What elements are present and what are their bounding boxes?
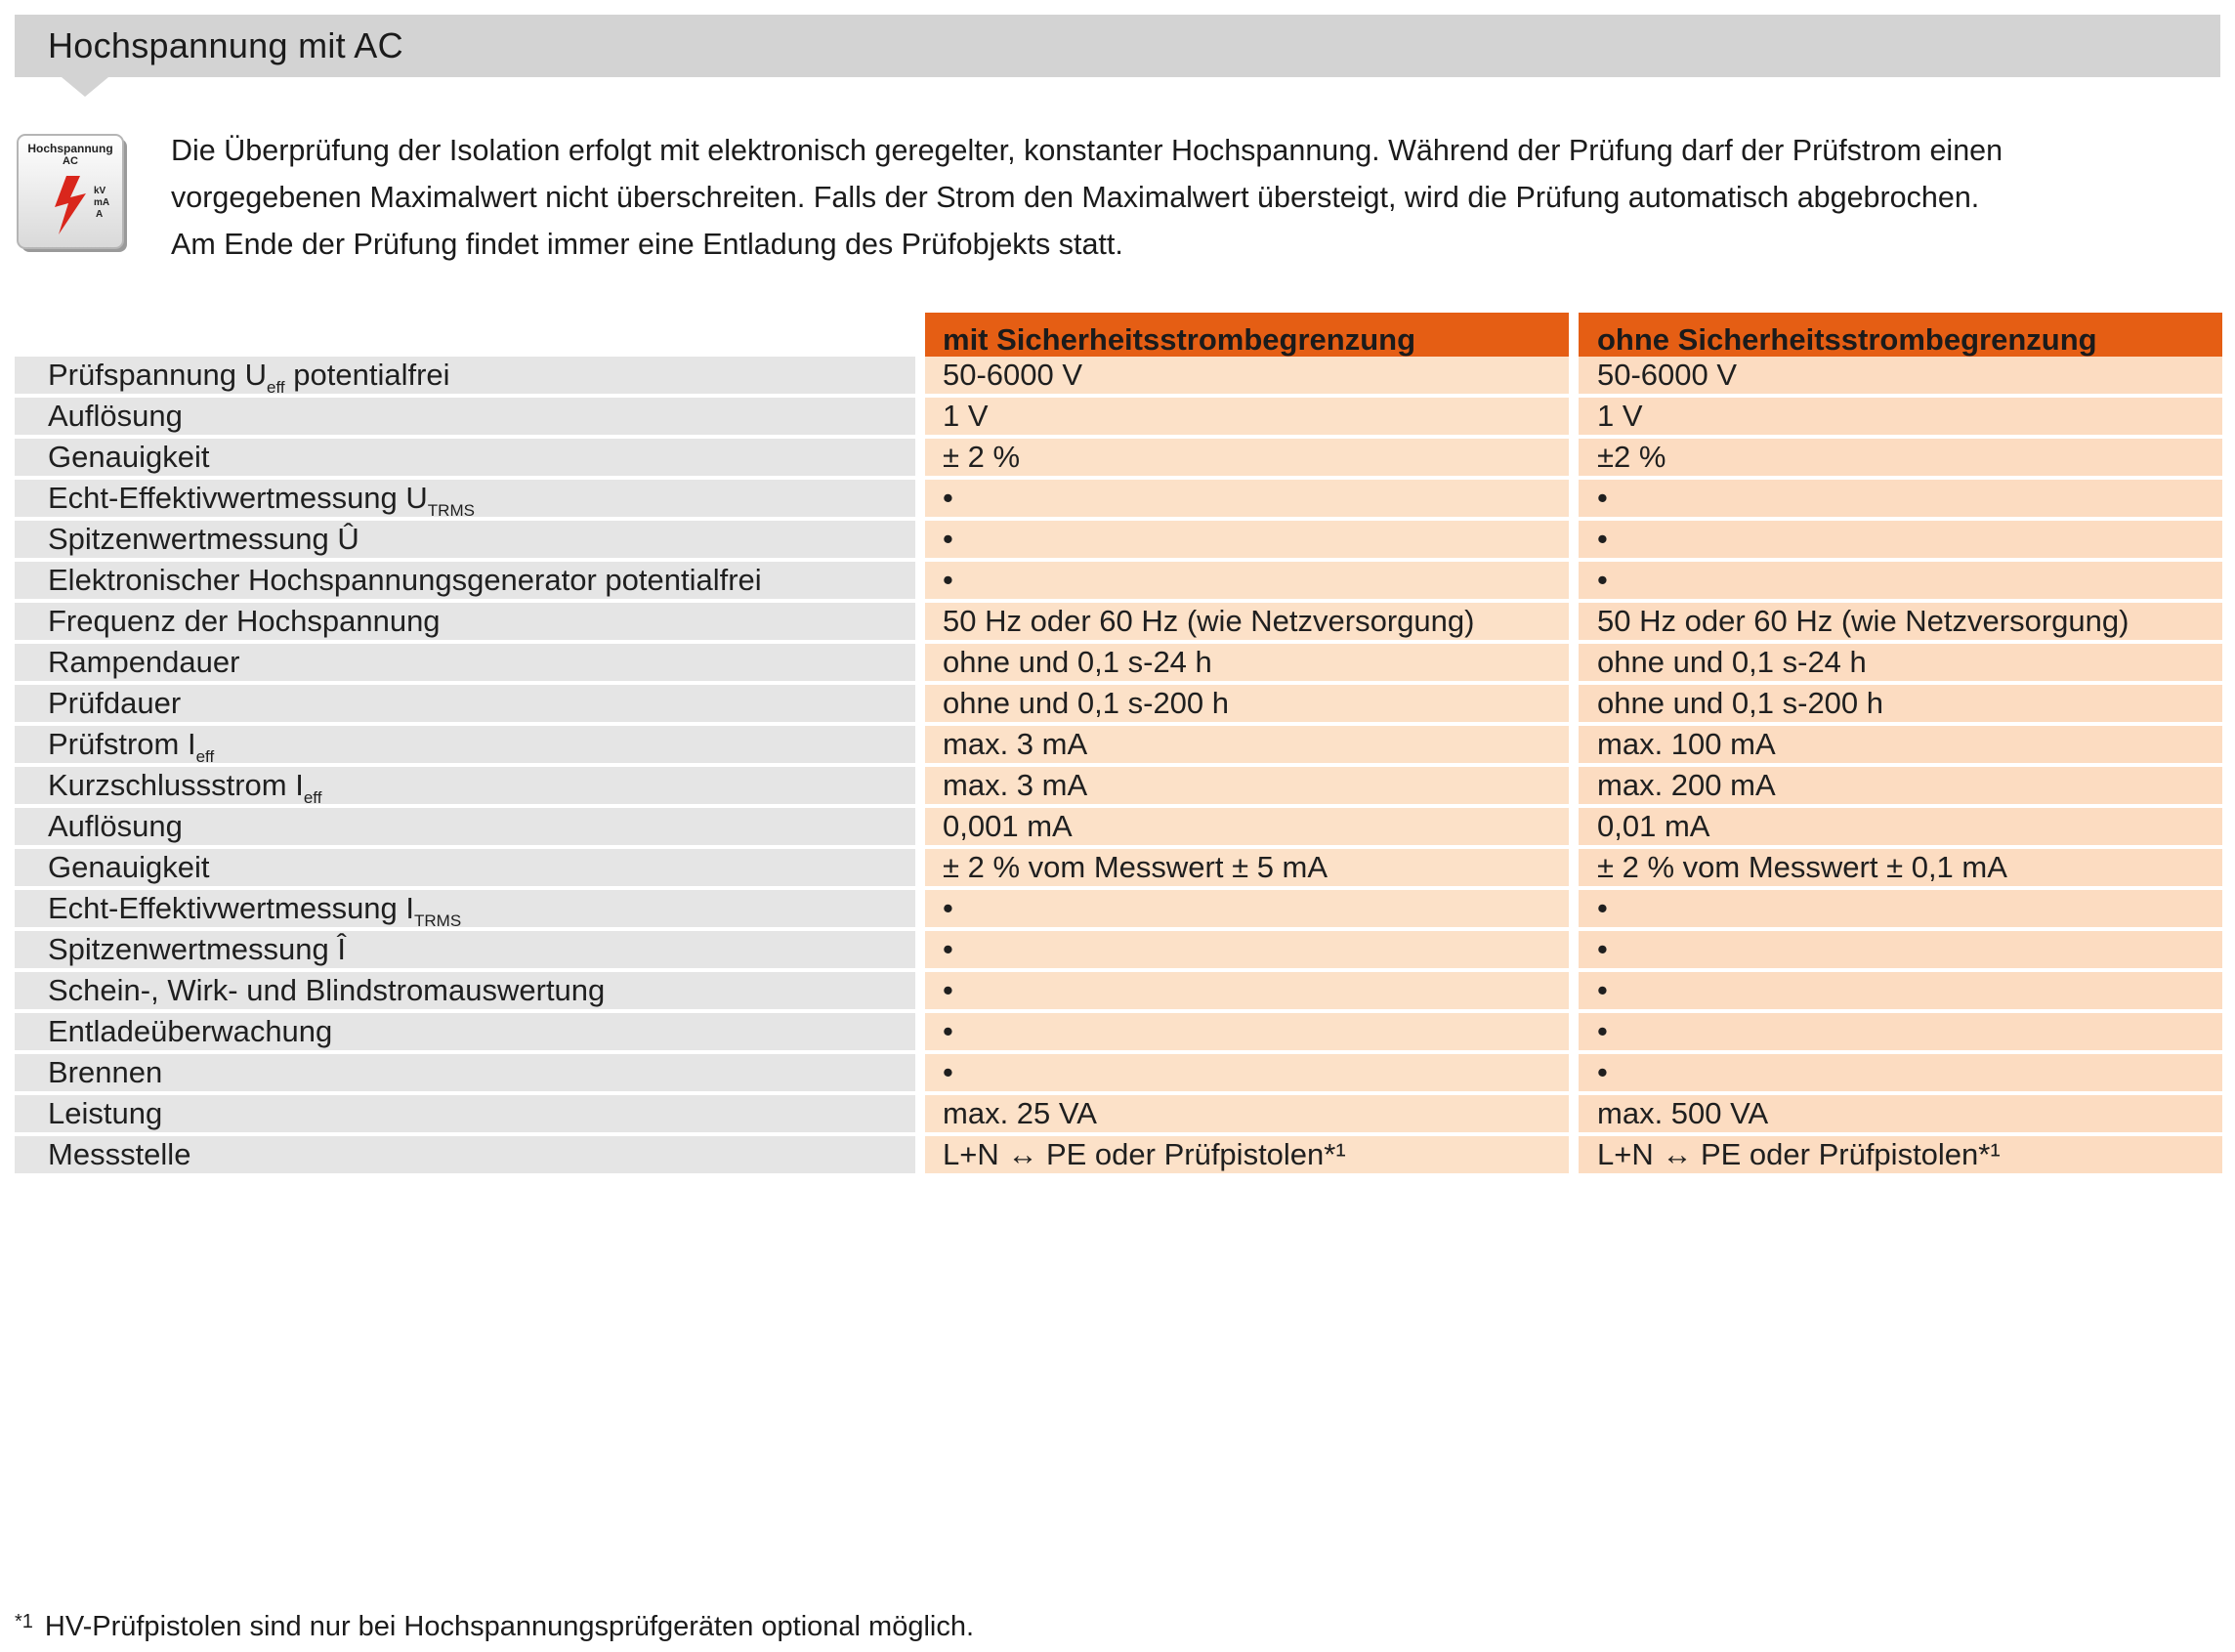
intro-line: Die Überprüfung der Isolation erfolgt mit elektronisch geregelter, konstanter Hochspannung. Während der Prüfung darf der Prüfstrom einen [171, 134, 2003, 167]
value-with-limit: • [925, 972, 1569, 1009]
value-without-limit: ±2 % [1579, 439, 2222, 476]
value-without-limit: L+N ↔ PE oder Prüfpistolen*¹ [1579, 1136, 2222, 1173]
svg-text:kV: kV [94, 186, 106, 196]
table-row [15, 808, 2222, 845]
value-with-limit: • [925, 480, 1569, 517]
table-row [15, 562, 2222, 599]
value-with-limit: 50-6000 V [925, 357, 1569, 394]
svg-text:Hochspannung: Hochspannung [27, 142, 113, 155]
value-without-limit: • [1579, 562, 2222, 599]
value-with-limit: 0,001 mA [925, 808, 1569, 845]
row-label: Prüfstrom $I_{eff}$ [15, 726, 915, 763]
table-row [15, 849, 2222, 886]
value-with-limit: max. 3 mA [925, 726, 1569, 763]
table-row [15, 931, 2222, 968]
value-without-limit: ohne und 0,1 s-200 h [1579, 685, 2222, 722]
footnote-text: HV-Prüfpistolen sind nur bei Hochspannungsprüfgeräten optional möglich. [44, 1611, 975, 1642]
row-label: Echt-Effektivwertmessung $U_{TRMS}$ [15, 480, 915, 517]
value-without-limit: ohne und 0,1 s-24 h [1579, 644, 2222, 681]
footnote [15, 1602, 974, 1646]
value-with-limit: ± 2 % [925, 439, 1569, 476]
table-row [15, 603, 2222, 640]
value-without-limit: • [1579, 890, 2222, 927]
value-without-limit: 1 V [1579, 398, 2222, 435]
row-label: Messstelle [15, 1136, 915, 1173]
value-without-limit: • [1579, 480, 2222, 517]
row-label: Echt-Effektivwertmessung $I_{TRMS}$ [15, 890, 915, 927]
row-label: Auflösung [15, 808, 915, 845]
row-label: Auflösung [15, 398, 915, 435]
value-with-limit: 50 Hz oder 60 Hz (wie Netzversorgung) [925, 603, 1569, 640]
row-label: Spitzenwertmessung Î [15, 931, 915, 968]
value-without-limit: 50-6000 V [1579, 357, 2222, 394]
value-without-limit: • [1579, 521, 2222, 558]
table-row [15, 1095, 2222, 1132]
row-label: Elektronischer Hochspannungsgenerator potentialfrei [15, 562, 915, 599]
value-with-limit: • [925, 931, 1569, 968]
intro-line: vorgegebenen Maximalwert nicht überschreiten. Falls der Strom den Maximalwert übersteigt, wird die Prüfung automatisch abgebrochen. [171, 181, 1980, 214]
header-pointer [62, 77, 108, 97]
value-with-limit: L+N ↔ PE oder Prüfpistolen*¹ [925, 1136, 1569, 1173]
row-label: Genauigkeit [15, 849, 915, 886]
table-row [15, 521, 2222, 558]
value-without-limit: • [1579, 1054, 2222, 1091]
value-with-limit: • [925, 562, 1569, 599]
table-row [15, 890, 2222, 930]
row-label: Genauigkeit [15, 439, 915, 476]
value-with-limit: 1 V [925, 398, 1569, 435]
value-without-limit: 50 Hz oder 60 Hz (wie Netzversorgung) [1579, 603, 2222, 640]
value-without-limit: • [1579, 931, 2222, 968]
value-without-limit: ± 2 % vom Messwert ± 0,1 mA [1579, 849, 2222, 886]
section-title: Hochspannung mit AC [48, 25, 403, 65]
value-without-limit: • [1579, 972, 2222, 1009]
table-row [15, 439, 2222, 476]
row-label: Kurzschlussstrom $I_{eff}$ [15, 767, 915, 804]
row-label: Entladeüberwachung [15, 1013, 915, 1050]
table-row [15, 357, 2222, 397]
row-label: Prüfdauer [15, 685, 915, 722]
section-header [15, 15, 2220, 77]
value-with-limit: ± 2 % vom Messwert ± 5 mA [925, 849, 1569, 886]
intro-line: Am Ende der Prüfung findet immer eine Entladung des Prüfobjekts statt. [171, 228, 1123, 261]
table-row [15, 972, 2222, 1009]
value-without-limit: max. 500 VA [1579, 1095, 2222, 1132]
table-row [15, 480, 2222, 520]
svg-text:A: A [96, 209, 104, 220]
value-with-limit: ohne und 0,1 s-200 h [925, 685, 1569, 722]
row-label: Brennen [15, 1054, 915, 1091]
intro-paragraph [171, 127, 2203, 268]
table-row [15, 1013, 2222, 1050]
footnote-mark: *1 [15, 1611, 33, 1632]
value-with-limit: • [925, 521, 1569, 558]
row-label: Schein-, Wirk- und Blindstromauswertung [15, 972, 915, 1009]
value-without-limit: max. 100 mA [1579, 726, 2222, 763]
value-without-limit: max. 200 mA [1579, 767, 2222, 804]
column-header-without-limit: ohne Sicherheitsstrombegrenzung [1579, 313, 2222, 366]
value-with-limit: • [925, 1054, 1569, 1091]
value-with-limit: • [925, 890, 1569, 927]
row-label: Frequenz der Hochspannung [15, 603, 915, 640]
value-with-limit: max. 25 VA [925, 1095, 1569, 1132]
value-without-limit: 0,01 mA [1579, 808, 2222, 845]
value-with-limit: • [925, 1013, 1569, 1050]
table-row [15, 685, 2222, 722]
high-voltage-ac-icon [16, 133, 133, 258]
row-label: Rampendauer [15, 644, 915, 681]
svg-text:AC: AC [63, 155, 78, 167]
row-label: Prüfspannung $U_{eff}$ potentialfrei [15, 357, 915, 394]
table-row [15, 767, 2222, 807]
table-row [15, 1054, 2222, 1091]
value-with-limit: ohne und 0,1 s-24 h [925, 644, 1569, 681]
value-with-limit: max. 3 mA [925, 767, 1569, 804]
table-row [15, 1136, 2222, 1173]
table-row [15, 726, 2222, 766]
row-label: Leistung [15, 1095, 915, 1132]
column-header-with-limit: mit Sicherheitsstrombegrenzung [925, 313, 1569, 366]
table-row [15, 398, 2222, 435]
svg-text:mA: mA [94, 197, 110, 208]
value-without-limit: • [1579, 1013, 2222, 1050]
row-label: Spitzenwertmessung Û [15, 521, 915, 558]
table-row [15, 644, 2222, 681]
